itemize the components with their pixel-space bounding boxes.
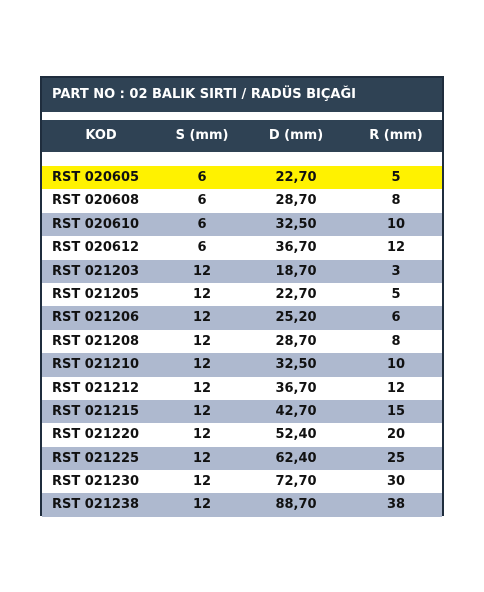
cell-d-mm: 32,50 [275,216,317,232]
cell-s-mm: 6 [197,170,207,185]
cell-d-mm: 52,40 [275,427,317,443]
cell-d-mm: 22,70 [275,286,317,302]
cell-r-mm: 10 [386,357,406,373]
table-row [42,400,442,423]
cell-d-mm: 25,20 [275,310,317,326]
cell-s-mm: 12 [192,263,212,279]
cell-s-mm: 12 [192,310,212,326]
header-d-mm: D (mm) [268,128,324,143]
cell-d-mm: 36,70 [275,240,317,256]
header-r-mm: R (mm) [369,128,423,143]
cell-r-mm: 10 [386,216,406,232]
cell-s-mm: 12 [192,427,212,443]
cell-s-mm: 12 [192,357,212,373]
table-row [42,189,442,212]
table-title: PART NO : 02 BALIK SIRTI / RADÜS BIÇAĞI [42,78,442,112]
table-row [42,330,442,353]
table-body [42,166,442,517]
cell-r-mm: 25 [386,450,406,466]
table-row [42,236,442,259]
cell-r-mm: 5 [391,286,401,302]
cell-r-mm: 12 [386,380,406,396]
cell-r-mm: 3 [391,263,401,279]
cell-r-mm: 5 [391,170,401,185]
cell-s-mm: 12 [192,380,212,396]
cell-r-mm: 15 [386,403,406,419]
table-row [42,377,442,400]
table-row [42,470,442,493]
cell-r-mm: 20 [386,427,406,443]
cell-d-mm: 62,40 [275,450,317,466]
cell-r-mm: 12 [386,240,406,256]
table-row [42,166,442,189]
cell-d-mm: 18,70 [275,263,317,279]
cell-d-mm: 36,70 [275,380,317,396]
cell-d-mm: 72,70 [275,474,317,490]
cell-kod: RST 020608 [52,193,140,209]
cell-d-mm: 32,50 [275,357,317,373]
cell-kod: RST 021212 [52,380,140,396]
cell-kod: RST 021225 [52,450,140,466]
table-row [42,353,442,376]
cell-kod: RST 021220 [52,427,140,443]
cell-r-mm: 6 [391,310,401,326]
cell-kod: RST 021230 [52,474,140,490]
header-kod: KOD [85,128,117,143]
cell-d-mm: 88,70 [275,497,317,513]
cell-kod: RST 021210 [52,357,140,373]
cell-s-mm: 6 [197,240,207,256]
header-spacer [42,152,442,166]
cell-r-mm: 8 [391,333,401,349]
cell-d-mm: 28,70 [275,333,317,349]
cell-kod: RST 021238 [52,497,140,513]
header-s-mm: S (mm) [175,128,229,143]
cell-s-mm: 12 [192,333,212,349]
cell-s-mm: 12 [192,497,212,513]
cell-s-mm: 12 [192,450,212,466]
cell-kod: RST 021206 [52,310,140,326]
cell-kod: RST 020610 [52,216,140,232]
cell-s-mm: 6 [197,193,207,209]
table-row [42,493,442,516]
cell-kod: RST 021203 [52,263,140,279]
cell-d-mm: 42,70 [275,403,317,419]
cell-r-mm: 38 [386,497,406,513]
table-row [42,306,442,329]
table-row [42,423,442,446]
cell-d-mm: 28,70 [275,193,317,209]
cell-kod: RST 020612 [52,240,140,256]
cell-s-mm: 12 [192,286,212,302]
cell-kod: RST 021215 [52,403,140,419]
table-row [42,213,442,236]
cell-kod: RST 020605 [52,170,140,185]
cell-r-mm: 8 [391,193,401,209]
table-header [42,120,442,152]
table-row [42,283,442,306]
table-row [42,260,442,283]
cell-s-mm: 6 [197,216,207,232]
cell-s-mm: 12 [192,474,212,490]
cell-kod: RST 021205 [52,286,140,302]
product-table [40,76,444,516]
cell-d-mm: 22,70 [275,170,317,185]
title-spacer [42,112,442,120]
cell-s-mm: 12 [192,403,212,419]
cell-kod: RST 021208 [52,333,140,349]
cell-r-mm: 30 [386,474,406,490]
table-row [42,447,442,470]
